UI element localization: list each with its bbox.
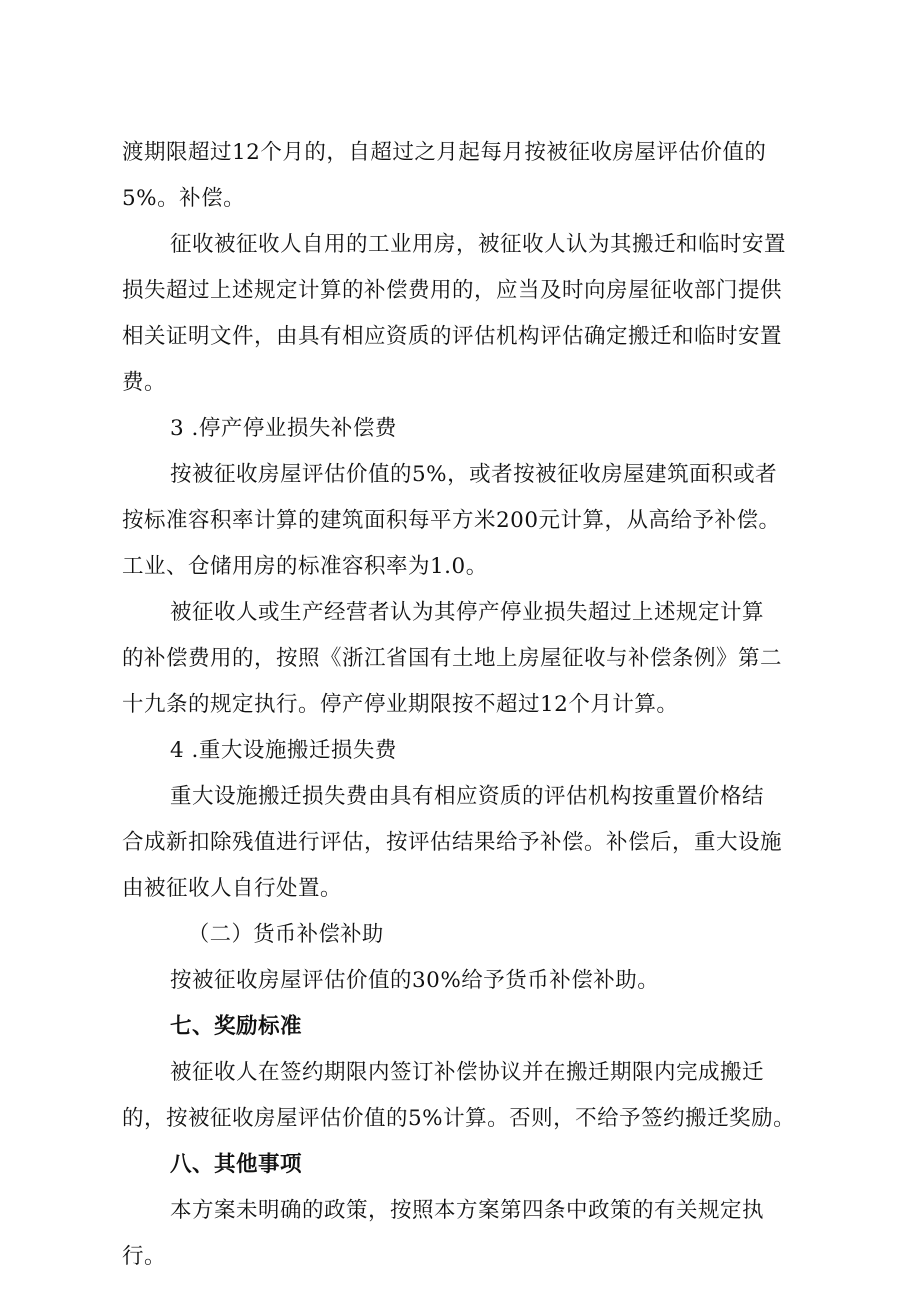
paragraph-line: 行。 — [122, 1244, 167, 1269]
paragraph-line: 重大设施搬迁损失费由具有相应资质的评估机构按重置价格结 — [170, 784, 765, 809]
subsection-heading: （二）货币补偿补助 — [188, 922, 384, 947]
paragraph-line: 由被征收人自行处置。 — [122, 876, 343, 901]
paragraph-line: 合成新扣除残值进行评估，按评估结果给予补偿。补偿后，重大设施 — [122, 830, 783, 855]
section-heading: 八、其他事项 — [170, 1152, 303, 1177]
paragraph-line: 被征收人或生产经营者认为其停产停业损失超过上述规定计算 — [170, 600, 765, 625]
subsection-heading: 3 .停产停业损失补偿费 — [170, 416, 397, 441]
paragraph-line: 5%。补偿。 — [122, 186, 246, 211]
paragraph-line: 按被征收房屋评估价值的5%，或者按被征收房屋建筑面积或者 — [170, 462, 778, 487]
paragraph-line: 相关证明文件，由具有相应资质的评估机构评估确定搬迁和临时安置 — [122, 324, 783, 349]
subsection-heading: 4 .重大设施搬迁损失费 — [170, 738, 397, 763]
paragraph-line: 按标准容积率计算的建筑面积每平方米200元计算，从高给予补偿。 — [122, 508, 781, 533]
paragraph-line: 的，按被征收房屋评估价值的5%计算。否则，不给予签约搬迁奖励。 — [122, 1106, 796, 1131]
paragraph-line: 按被征收房屋评估价值的30%给予货币补偿补助。 — [170, 968, 660, 993]
paragraph-line: 损失超过上述规定计算的补偿费用的，应当及时向房屋征收部门提供 — [122, 278, 783, 303]
paragraph-line: 费。 — [122, 370, 167, 395]
section-heading: 七、奖励标准 — [170, 1014, 303, 1039]
paragraph-line: 渡期限超过12个月的，自超过之月起每月按被征收房屋评估价值的 — [122, 140, 767, 165]
paragraph-line: 十九条的规定执行。停产停业期限按不超过12个月计算。 — [122, 692, 679, 717]
paragraph-line: 被征收人在签约期限内签订补偿协议并在搬迁期限内完成搬迁 — [170, 1060, 765, 1085]
paragraph-line: 工业、仓储用房的标准容积率为1.0。 — [122, 554, 488, 579]
paragraph-line: 征收被征收人自用的工业用房，被征收人认为其搬迁和临时安置 — [170, 232, 787, 257]
paragraph-line: 本方案未明确的政策，按照本方案第四条中政策的有关规定执 — [170, 1198, 765, 1223]
paragraph-line: 的补偿费用的，按照《浙江省国有土地上房屋征收与补偿条例》第二 — [122, 646, 783, 671]
